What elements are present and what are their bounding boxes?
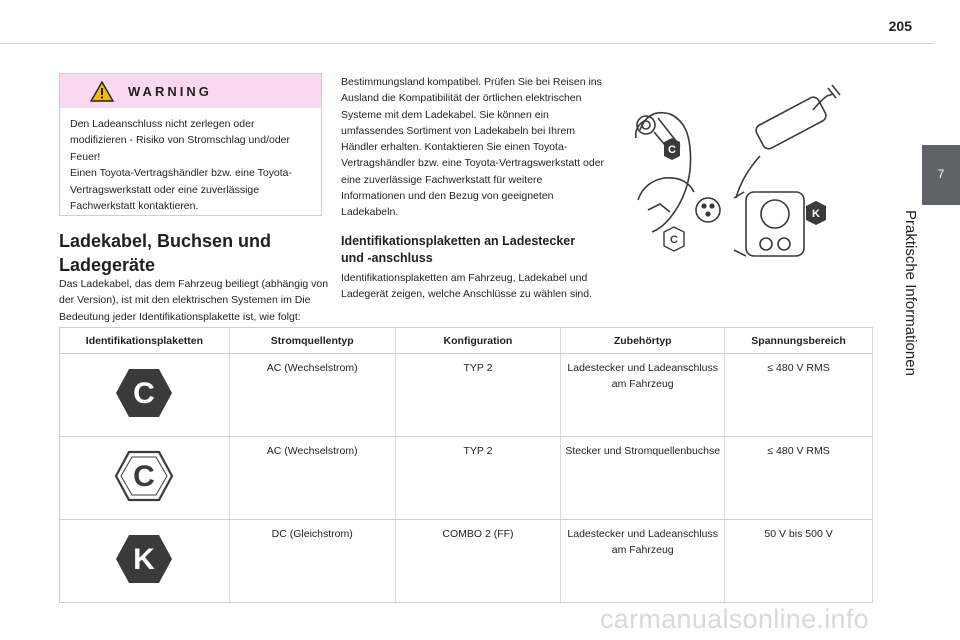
accessory-cell: Ladestecker und Ladeanschluss am Fahrzeug	[561, 520, 725, 603]
badge-label: K	[133, 542, 156, 576]
config-cell: TYP 2	[395, 437, 561, 520]
warning-triangle-icon	[90, 81, 114, 102]
voltage-cell: 50 V bis 500 V	[725, 520, 873, 603]
warning-title: WARNING	[128, 83, 212, 99]
charging-cable-control-box-icon	[736, 85, 840, 198]
badge-cell	[60, 437, 230, 520]
accessory-cell: Stecker und Stromquellenbuchse	[561, 437, 725, 520]
warning-box	[59, 73, 322, 216]
warning-header	[60, 74, 321, 108]
badge-label: C	[670, 234, 678, 246]
badge-c-outline-icon	[114, 450, 174, 502]
column2-paragraph: Bestimmungsland kompatibel. Prüfen Sie bei Reisen ins Ausland die Kompatibilität der örtlichen elektrischen Systeme mit dem Ladekabel. Sie können ein umfassendes Sortiment von Ladekabeln bei Ihrem Händler erhalten. Kontaktieren Sie einen Toyota-Vertragshändler bzw. eine Toyota-Vertragswerkstatt oder eine zuverlässige Fachwerkstatt für weitere Informationen und den Bezug von geeigneten Ladekabeln.	[341, 76, 605, 219]
table-header-row	[60, 328, 873, 354]
column-header: Konfiguration	[395, 328, 561, 354]
badge-label: K	[812, 208, 820, 220]
column-header: Stromquellentyp	[229, 328, 395, 354]
top-rule	[0, 43, 934, 44]
badge-c-filled-icon	[114, 367, 174, 419]
warning-line: Fachwerkstatt kontaktieren.	[70, 200, 199, 213]
table-row	[60, 354, 873, 437]
column-header: Spannungsbereich	[725, 328, 873, 354]
badge-c-filled-small	[664, 138, 680, 160]
chapter-title: Praktische Informationen	[902, 210, 919, 376]
voltage-cell: ≤ 480 V RMS	[725, 354, 873, 437]
badge-k-filled-icon	[114, 533, 174, 585]
column-header: Zubehörtyp	[561, 328, 725, 354]
type2-socket-icon	[638, 178, 720, 222]
watermark: carmanualsonline.info	[600, 604, 869, 634]
source-cell: AC (Wechselstrom)	[229, 437, 395, 520]
page-number: 205	[888, 18, 912, 34]
warning-line: Einen Toyota-Vertragshändler bzw. eine Toyota-	[70, 167, 293, 180]
badge-c-outline-small	[664, 227, 684, 251]
charging-connectors-illustration	[618, 80, 850, 280]
badge-label: C	[133, 376, 156, 410]
chapter-tab[interactable]: 7	[922, 145, 960, 205]
subsection-heading: Identifikationsplaketten an Ladestecker und -anschluss	[341, 234, 576, 265]
badge-k-filled-small	[806, 201, 826, 225]
warning-line: modifizieren - Risiko von Stromschlag und/oder	[70, 134, 291, 147]
table-row	[60, 437, 873, 520]
badge-label: C	[668, 144, 676, 156]
warning-line: Den Ladeanschluss nicht zerlegen oder	[70, 118, 255, 130]
source-cell: AC (Wechselstrom)	[229, 354, 395, 437]
chapter-side-label	[897, 210, 927, 380]
badge-cell	[60, 520, 230, 603]
identification-table	[59, 327, 873, 603]
badge-label: C	[133, 459, 156, 493]
warning-body	[60, 108, 321, 222]
combo2-socket-icon	[734, 192, 804, 256]
config-cell: COMBO 2 (FF)	[395, 520, 561, 603]
voltage-cell: ≤ 480 V RMS	[725, 437, 873, 520]
type2-cable-plug-icon	[636, 113, 691, 232]
section-heading: Ladekabel, Buchsen und Ladegeräte	[59, 231, 272, 275]
badge-cell	[60, 354, 230, 437]
source-cell: DC (Gleichstrom)	[229, 520, 395, 603]
column-header: Identifikationsplaketten	[60, 328, 230, 354]
warning-line: Feuer!	[70, 150, 101, 163]
warning-line: Vertragswerkstatt oder eine zuverlässige	[70, 183, 260, 196]
table-row	[60, 520, 873, 603]
config-cell: TYP 2	[395, 354, 561, 437]
accessory-cell: Ladestecker und Ladeanschluss am Fahrzeug	[561, 354, 725, 437]
section-intro: Das Ladekabel, das dem Fahrzeug beiliegt (abhängig von der Version), ist mit den elektrischen Systemen im Die Bedeutung jeder Identifikationsplakette ist, wie folgt:	[59, 278, 329, 323]
subsection-body: Identifikationsplaketten am Fahrzeug, Ladekabel und Ladegerät zeigen, welche Anschlüsse zu wählen sind.	[341, 272, 592, 301]
